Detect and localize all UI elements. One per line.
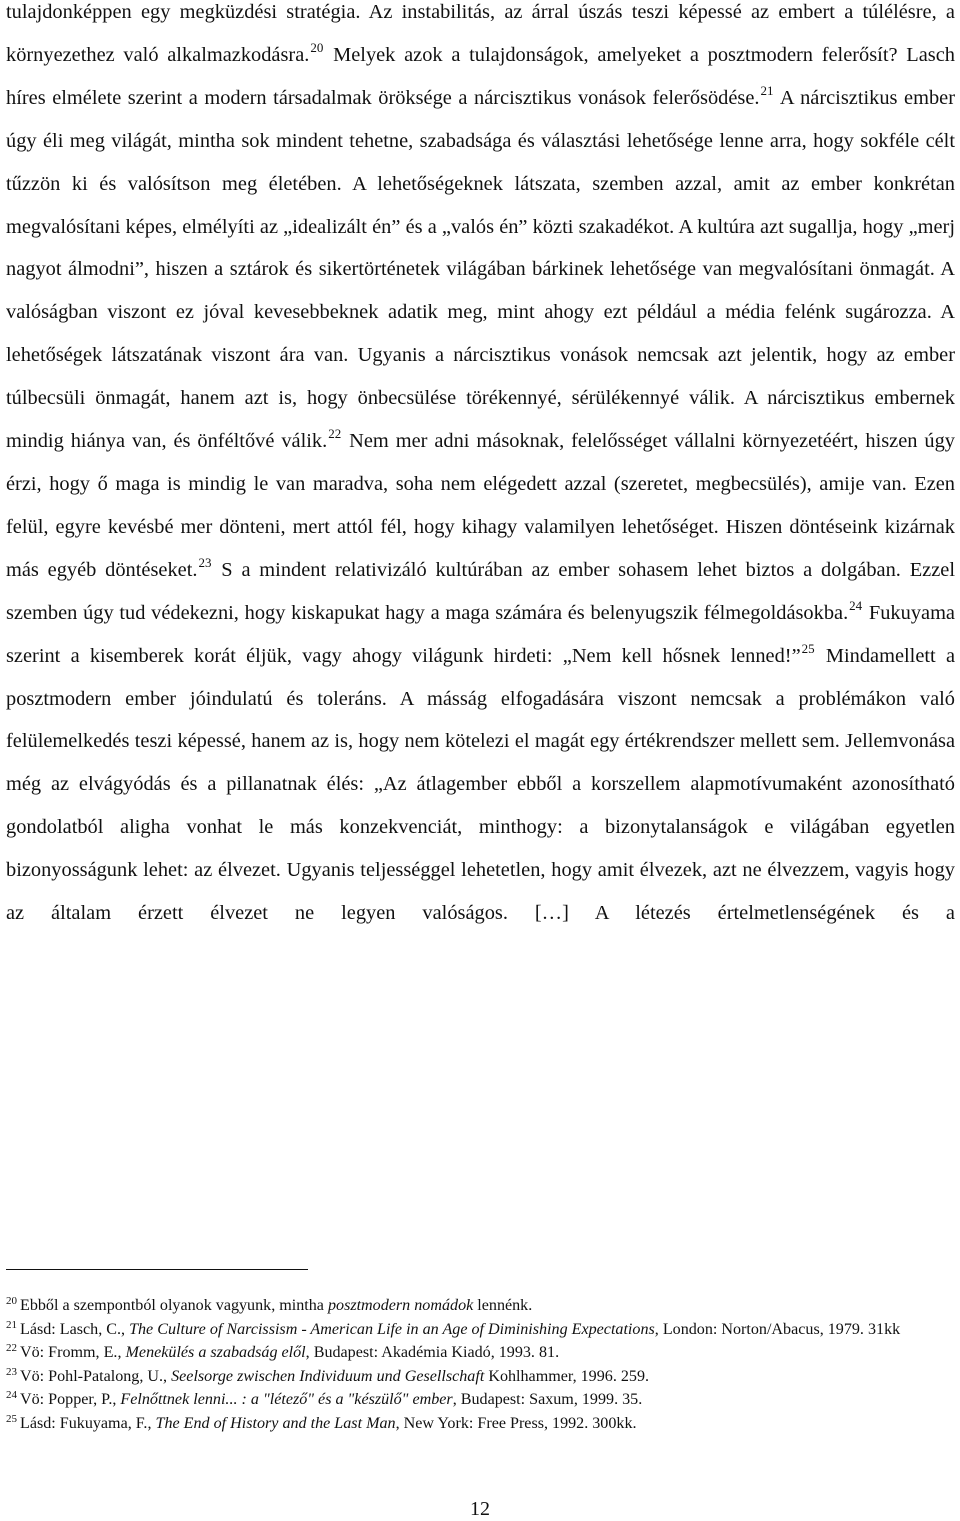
body-segment: Mindamellett a posztmodern ember jóindulatú és toleráns. A másság elfogadására viszont nemcsak a problémákon való felülemelkedés teszi képessé, hanem az is, hogy nem kötelezi el magát egy értékrendszer mellett sem. Jellemvonása még az elvágyódás és a pillanatnak élés: „Az átlagember ebből a korszellem alapmotívumaként azonosítható gondolatból aligha vonhat le más konzekvenciát, minthogy: a bizonytalanságok e világában egyetlen bizonyosságunk lehet: az élvezet. Ugyanis teljességgel lehetetlen, hogy amit élvezek, azt ne élvezzem, vagyis hogy az általam érzett élvezet ne legyen valóságos. […] A létezés értelmetlenségének és a bbox=[6, 644, 955, 925]
footnote-ref-21: 21 bbox=[760, 82, 774, 98]
footnote-ref-25: 25 bbox=[801, 640, 815, 656]
footnote-text: lennénk. bbox=[473, 1297, 533, 1314]
footnote-24 bbox=[6, 1388, 955, 1412]
footnote-text: , London: Norton/Abacus, 1979. 31kk bbox=[654, 1320, 901, 1338]
footnotes bbox=[6, 1294, 955, 1436]
footnote-23 bbox=[6, 1365, 955, 1389]
body-segment: tulajdonképpen egy megküzdési stratégia. Az instabilitás, az árral úszás teszi képessé az embert a túlélésre, a környezethez való alkalmazkodásra. bbox=[6, 1, 955, 66]
footnote-divider bbox=[6, 1269, 308, 1270]
footnote-text: Kohlhammer, 1996. 259. bbox=[484, 1367, 650, 1385]
footnote-number: 21 bbox=[6, 1318, 17, 1331]
page-number: 12 bbox=[470, 1498, 490, 1520]
footnote-number: 23 bbox=[6, 1365, 17, 1378]
footnote-text: Lásd: Lasch, C., bbox=[20, 1320, 130, 1338]
body-text bbox=[6, 0, 955, 935]
footnote-ref-23: 23 bbox=[198, 554, 212, 570]
body-segment: S a mindent relativizáló kultúrában az ember sohasem lehet biztos a dolgában. Ezzel szemben úgy tud védekezni, hogy kiskapukat hagy a maga számára és belenyugszik félmegoldásokba. bbox=[6, 558, 955, 624]
body-segment: A nárcisztikus ember úgy éli meg világát, mintha sok mindent tehetne, szabadsága és választási lehetősége lenne arra, hogy sokféle célt tűzzön ki és valósítson meg életében. A lehetőségeknek látszata, szemben azzal, amit az ember konkrétan megvalósítani képes, elmélyíti az „idealizált én” és a „valós én” közti szakadékot. A kultúra azt sugallja, hogy „merj nagyot álmodni”, hiszen a sztárok és sikertörténetek világában bárkinek lehetősége van megvalósítani önmagát. A valóságban viszont ez jóval kevesebbeknek adatik meg, mint ahogy ezt például a média felénk sugározza. A lehetőségek látszatának viszont ára van. Ugyanis a nárcisztikus vonások nemcsak azt jelentik, hogy az ember túlbecsüli önmagát, hanem azt is, hogy önbecsülése törékennyé, sérülékennyé válik. A nárcisztikus embernek mindig hiánya van, és önféltővé válik. bbox=[6, 86, 955, 453]
footnote-title: The Culture of Narcissism - American Life in an Age of Diminishing Expectations bbox=[129, 1320, 655, 1338]
footnote-ref-22: 22 bbox=[328, 426, 342, 442]
footnote-text: Ebből a szempontból olyanok vagyunk, mintha bbox=[20, 1297, 328, 1314]
footnote-number: 25 bbox=[6, 1412, 17, 1425]
footnote-text: Vö: Fromm, E., bbox=[20, 1344, 126, 1362]
body-segment: Nem mer adni másoknak, felelősséget vállalni környezetéért, hiszen úgy érzi, hogy ő maga is mindig le van maradva, soha nem elégedett azzal (szeretet, megbecsülés), amije van. Ezen felül, egyre kevésbé mer dönteni, mert attól fél, hogy kihagy valamilyen lehetőséget. Hiszen döntéseink kizárnak más egyéb döntéseket. bbox=[6, 430, 955, 581]
footnote-text: , Budapest: Saxum, 1999. 35. bbox=[452, 1391, 643, 1409]
body-segment: Melyek azok a tulajdonságok, amelyeket a posztmodern felerősít? Lasch híres elmélete szerint a modern társadalmak öröksége a nárcisztikus vonások felerősödése. bbox=[6, 43, 955, 109]
footnote-text: , Budapest: Akadémia Kiadó, 1993. 81. bbox=[305, 1344, 560, 1362]
footnote-ref-24: 24 bbox=[849, 597, 863, 613]
footnote-text: Lásd: Fukuyama, F., bbox=[20, 1414, 156, 1432]
footnote-text: , New York: Free Press, 1992. 300kk. bbox=[395, 1414, 637, 1432]
footnote-20 bbox=[6, 1294, 955, 1318]
footnote-title: Menekülés a szabadság elől bbox=[125, 1344, 306, 1362]
footnote-number: 20 bbox=[6, 1295, 17, 1307]
footnote-ref-20: 20 bbox=[310, 39, 324, 55]
footnote-text: Vö: Popper, P., bbox=[20, 1391, 121, 1409]
body-segment: Fukuyama szerint a kisemberek korát éljük, vagy ahogy világunk hirdeti: „Nem kell hősnek lenned!” bbox=[6, 601, 955, 667]
footnote-number: 22 bbox=[6, 1342, 17, 1355]
footnote-title: Felnőttnek lenni... : a "létező" és a "készülő" ember bbox=[120, 1391, 453, 1409]
footnote-number: 24 bbox=[6, 1389, 17, 1402]
footnote-title: Seelsorge zwischen Individuum und Gesellschaft bbox=[171, 1367, 485, 1385]
footnote-text: Vö: Pohl-Patalong, U., bbox=[20, 1367, 172, 1385]
footnote-title: posztmodern nomádok bbox=[327, 1297, 474, 1314]
footnote-21 bbox=[6, 1318, 955, 1342]
footnote-title: The End of History and the Last Man bbox=[155, 1414, 396, 1432]
footnote-25 bbox=[6, 1412, 955, 1436]
footnote-22 bbox=[6, 1341, 955, 1365]
